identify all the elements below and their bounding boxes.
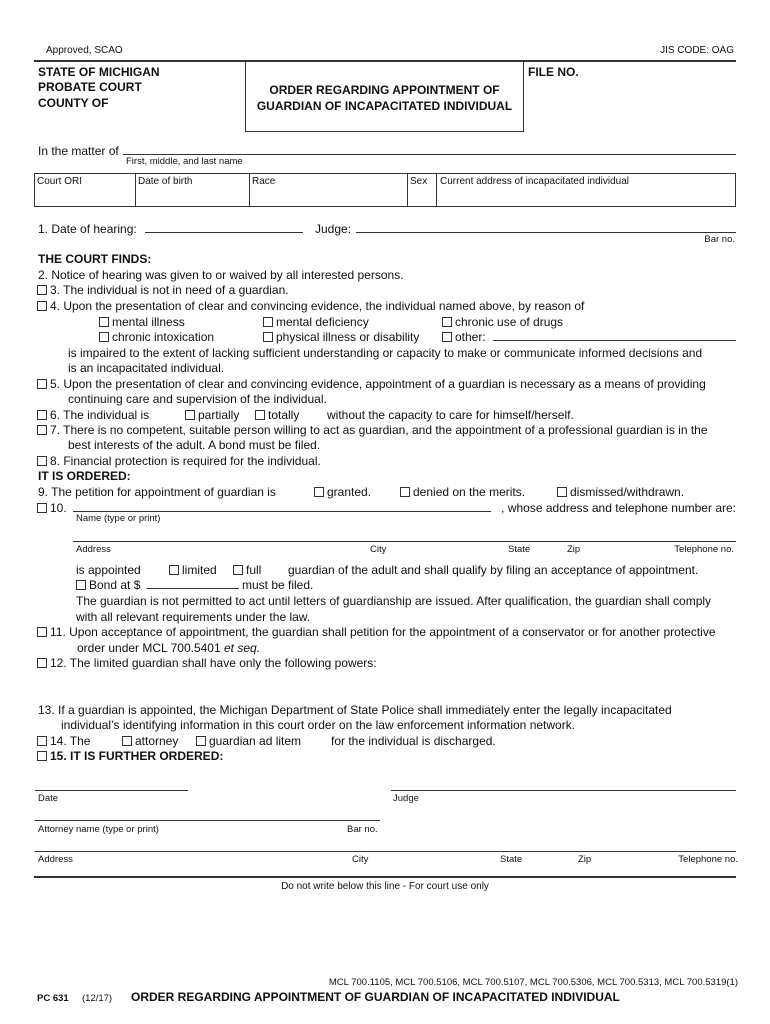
finding-6-rest: without the capacity to care for himself/herself. xyxy=(327,408,574,422)
race-field[interactable]: Race xyxy=(252,176,276,187)
guardian-city-caption: City xyxy=(370,544,387,555)
opt-full xyxy=(233,563,261,577)
bond-label: Bond at $ xyxy=(89,578,141,592)
file-no-field[interactable]: FILE NO. xyxy=(528,65,579,79)
matter-name-caption: First, middle, and last name xyxy=(126,156,243,167)
footer-title: ORDER REGARDING APPOINTMENT OF GUARDIAN OF INCAPACITATED INDIVIDUAL xyxy=(131,990,620,1004)
totally-label: totally xyxy=(268,408,300,422)
mental-deficiency-label: mental deficiency xyxy=(276,315,369,329)
header-top-rule xyxy=(34,60,736,62)
guardian-name-caption: Name (type or print) xyxy=(76,513,161,524)
letters-line-1: The guardian is not permitted to act until letters of guardianship are issued. After qualification, the guardian shall comply xyxy=(76,594,712,608)
finding-4 xyxy=(37,299,584,313)
guardian-phone-caption: Telephone no. xyxy=(674,544,734,555)
order-9: 9. The petition for appointment of guardian is xyxy=(38,485,276,499)
finding-2: 2. Notice of hearing was given to or waived by all interested persons. xyxy=(38,268,404,282)
guardian-state-caption: State xyxy=(508,544,531,555)
opt-granted xyxy=(314,485,371,499)
header-divider-1 xyxy=(245,62,246,132)
finding-5-cont: continuing care and supervision of the individual. xyxy=(68,392,327,406)
attorney-caption: Attorney name (type or print) xyxy=(38,824,159,835)
header-title-bottom xyxy=(245,131,524,132)
attorney-label: attorney xyxy=(135,734,179,748)
denied-checkbox[interactable] xyxy=(400,487,410,497)
order-11-checkbox[interactable] xyxy=(37,627,47,637)
order-10-checkbox[interactable] xyxy=(37,503,47,513)
finding-6-text: 6. The individual is xyxy=(50,408,150,422)
opt-mental-deficiency xyxy=(263,315,369,329)
court-use-note: Do not write below this line - For court use only xyxy=(281,881,489,892)
judge-label: Judge: xyxy=(315,222,352,236)
order-11-cont xyxy=(77,641,260,655)
full-label: full xyxy=(246,563,262,577)
other-input[interactable] xyxy=(493,340,736,341)
attorney-input[interactable] xyxy=(35,820,380,821)
order-14-checkbox[interactable] xyxy=(37,736,47,746)
current-address-field[interactable]: Current address of incapacitated individual xyxy=(440,176,629,187)
order-14-text: 14. The xyxy=(50,734,91,748)
finding-3-text: 3. The individual is not in need of a guardian. xyxy=(50,283,289,297)
dob-field[interactable]: Date of birth xyxy=(138,176,193,187)
bond-amount-input[interactable] xyxy=(147,588,239,589)
date-input[interactable] xyxy=(35,790,188,791)
order-10-text: 10. xyxy=(50,501,67,515)
matter-label: In the matter of xyxy=(38,144,119,158)
attorney-phone-caption: Telephone no. xyxy=(678,854,738,865)
physical-label: physical illness or disability xyxy=(276,330,420,344)
opt-physical xyxy=(263,330,419,344)
letters-line-2: with all relevant requirements under the law. xyxy=(76,610,311,624)
order-12-checkbox[interactable] xyxy=(37,658,47,668)
other-label: other: xyxy=(455,330,486,344)
opt-attorney xyxy=(122,734,178,748)
state-label: STATE OF MICHIGAN xyxy=(38,65,160,79)
finding-7-checkbox[interactable] xyxy=(37,425,47,435)
finding-4-checkbox[interactable] xyxy=(37,301,47,311)
opt-dismissed xyxy=(557,485,684,499)
attorney-checkbox[interactable] xyxy=(122,736,132,746)
matter-name-input[interactable] xyxy=(123,154,736,155)
approved-label: Approved, SCAO xyxy=(46,45,123,56)
court-label: PROBATE COURT xyxy=(38,80,142,94)
order-13: 13. If a guardian is appointed, the Michigan Department of State Police shall immediately enter the legally incapacitated xyxy=(38,703,672,717)
sex-field[interactable]: Sex xyxy=(410,176,428,187)
appointed-rest: guardian of the adult and shall qualify by filing an acceptance of appointment. xyxy=(288,563,699,577)
dismissed-label: dismissed/withdrawn. xyxy=(570,485,685,499)
opt-mental-illness xyxy=(99,315,185,329)
order-13-cont: individual’s identifying information in this court order on the law enforcement information network. xyxy=(61,718,576,732)
chronic-intox-checkbox[interactable] xyxy=(99,332,109,342)
finding-4-cont-2: is an incapacitated individual. xyxy=(68,361,225,375)
finding-4-cont-1: is impaired to the extent of lacking sufficient understanding or capacity to make or communicate informed decisions and xyxy=(68,346,703,360)
court-finds-heading: THE COURT FINDS: xyxy=(38,252,152,266)
finding-3 xyxy=(37,283,289,297)
gal-checkbox[interactable] xyxy=(196,736,206,746)
finding-6-checkbox[interactable] xyxy=(37,410,47,420)
finding-7-text: 7. There is no competent, suitable person willing to act as guardian, and the appointment of a professional guardian is in the xyxy=(50,423,708,437)
it-is-ordered-heading: IT IS ORDERED: xyxy=(38,469,131,483)
appointed-label: is appointed xyxy=(76,563,141,577)
hearing-date-label: 1. Date of hearing: xyxy=(38,222,137,236)
finding-6 xyxy=(37,408,149,422)
granted-label: granted. xyxy=(327,485,372,499)
col-divider xyxy=(249,173,250,207)
mental-illness-label: mental illness xyxy=(112,315,185,329)
order-11-etseq: et seq. xyxy=(224,641,261,655)
court-use-rule xyxy=(34,876,736,878)
partially-label: partially xyxy=(198,408,240,422)
order-11 xyxy=(37,625,716,639)
order-11-text: 11. Upon acceptance of appointment, the guardian shall petition for the appointment of a conservator or for another protective xyxy=(50,625,716,639)
gal-label: guardian ad litem xyxy=(209,734,302,748)
denied-label: denied on the merits. xyxy=(413,485,526,499)
full-checkbox[interactable] xyxy=(233,565,243,575)
opt-other xyxy=(442,330,486,344)
chronic-drugs-label: chronic use of drugs xyxy=(455,315,564,329)
finding-5 xyxy=(37,377,706,391)
opt-limited xyxy=(169,563,217,577)
court-ori-field[interactable]: Court ORI xyxy=(37,176,83,187)
finding-8 xyxy=(37,454,321,468)
col-divider xyxy=(436,173,437,207)
order-12-text: 12. The limited guardian shall have only the following powers: xyxy=(50,656,377,670)
order-11-cont-text: order under MCL 700.5401 xyxy=(77,641,221,655)
judge-caption: Judge xyxy=(393,793,419,804)
hearing-date-input[interactable] xyxy=(145,232,303,233)
order-10-rest: , whose address and telephone number are: xyxy=(501,501,736,515)
county-label[interactable]: COUNTY OF xyxy=(38,96,109,110)
limited-label: limited xyxy=(182,563,217,577)
other-checkbox[interactable] xyxy=(442,332,452,342)
jis-code: JIS CODE: OAG xyxy=(660,45,734,56)
finding-4-text: 4. Upon the presentation of clear and convincing evidence, the individual named above, by reason of xyxy=(50,299,585,313)
finding-8-text: 8. Financial protection is required for the individual. xyxy=(50,454,321,468)
bond xyxy=(76,578,140,592)
granted-checkbox[interactable] xyxy=(314,487,324,497)
attorney-address-input[interactable] xyxy=(35,851,736,852)
order-10 xyxy=(37,501,67,515)
finding-7-cont: best interests of the adult. A bond must be filed. xyxy=(68,438,321,452)
form-date: (12/17) xyxy=(82,993,113,1004)
opt-gal xyxy=(196,734,301,748)
header-divider-2 xyxy=(523,62,524,132)
dismissed-checkbox[interactable] xyxy=(557,487,567,497)
guardian-address-input[interactable] xyxy=(73,541,736,542)
finding-8-checkbox[interactable] xyxy=(37,456,47,466)
opt-partially xyxy=(185,408,239,422)
order-15-checkbox[interactable] xyxy=(37,751,47,761)
mental-deficiency-checkbox[interactable] xyxy=(263,317,273,327)
judge-input[interactable] xyxy=(356,232,736,233)
limited-checkbox[interactable] xyxy=(169,565,179,575)
finding-5-text: 5. Upon the presentation of clear and convincing evidence, appointment of a guardian is necessary as a means of providing xyxy=(50,377,706,391)
date-caption: Date xyxy=(38,793,59,804)
attorney-zip-caption: Zip xyxy=(578,854,592,865)
guardian-zip-caption: Zip xyxy=(567,544,581,555)
col-divider xyxy=(407,173,408,207)
totally-checkbox[interactable] xyxy=(255,410,265,420)
opt-totally xyxy=(255,408,299,422)
form-number: PC 631 xyxy=(37,993,69,1004)
finding-5-checkbox[interactable] xyxy=(37,379,47,389)
col-divider xyxy=(135,173,136,207)
partially-checkbox[interactable] xyxy=(185,410,195,420)
bond-rest: must be filed. xyxy=(242,578,314,592)
judge-bar-no-caption: Bar no. xyxy=(704,234,735,245)
opt-chronic-intox xyxy=(99,330,214,344)
finding-3-checkbox[interactable] xyxy=(37,285,47,295)
attorney-city-caption: City xyxy=(352,854,369,865)
opt-chronic-drugs xyxy=(442,315,563,329)
mental-illness-checkbox[interactable] xyxy=(99,317,109,327)
attorney-address-caption: Address xyxy=(38,854,73,865)
form-title-line2: GUARDIAN OF INCAPACITATED INDIVIDUAL xyxy=(256,99,513,113)
order-12 xyxy=(37,656,377,670)
chronic-intox-label: chronic intoxication xyxy=(112,330,215,344)
attorney-state-caption: State xyxy=(500,854,523,865)
form-title-line1: ORDER REGARDING APPOINTMENT OF xyxy=(269,83,500,97)
order-15 xyxy=(37,749,223,763)
attorney-bar-no-caption: Bar no. xyxy=(347,824,378,835)
finding-7 xyxy=(37,423,708,437)
order-14 xyxy=(37,734,90,748)
chronic-drugs-checkbox[interactable] xyxy=(442,317,452,327)
bond-checkbox[interactable] xyxy=(76,580,86,590)
order-15-text: 15. IT IS FURTHER ORDERED: xyxy=(50,749,224,763)
physical-checkbox[interactable] xyxy=(263,332,273,342)
guardian-name-input[interactable] xyxy=(73,511,491,512)
guardian-address-caption: Address xyxy=(76,544,111,555)
statutes: MCL 700.1105, MCL 700.5106, MCL 700.5107, MCL 700.5306, MCL 700.5313, MCL 700.5319(1) xyxy=(328,977,738,988)
order-14-rest: for the individual is discharged. xyxy=(331,734,496,748)
judge-signature-input[interactable] xyxy=(391,790,736,791)
opt-denied xyxy=(400,485,525,499)
